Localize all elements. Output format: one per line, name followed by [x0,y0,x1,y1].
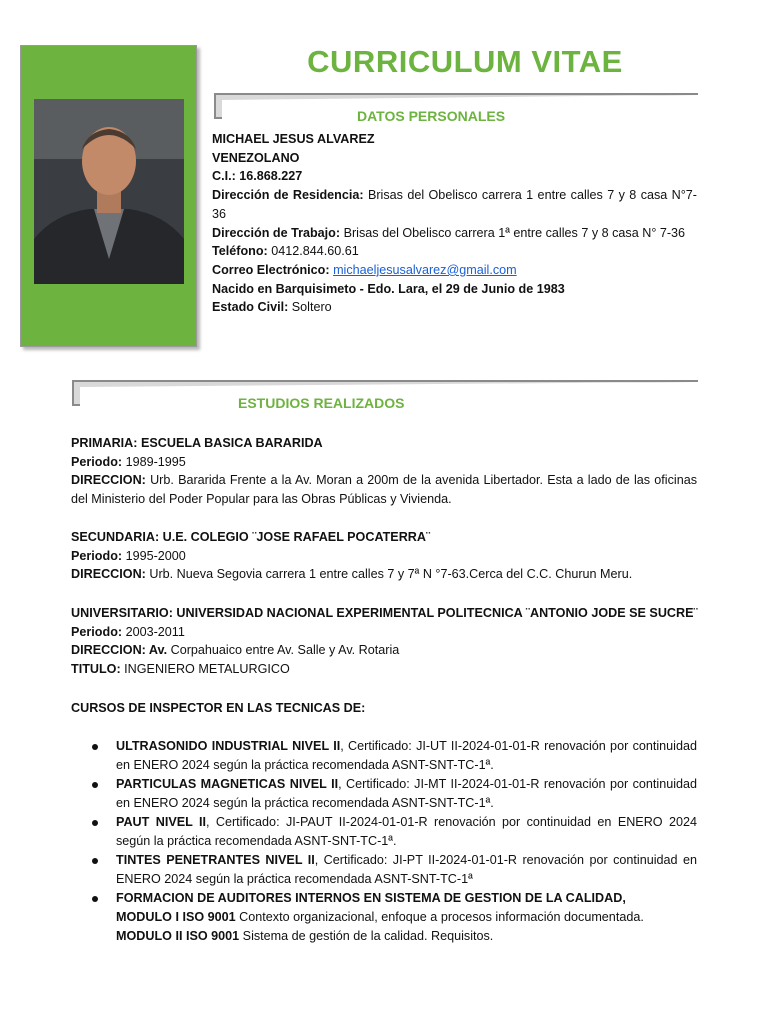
name: MICHAEL JESUS ALVAREZ [212,132,375,146]
module-1-label: MODULO I ISO 9001 [116,910,236,924]
formation-title: FORMACION DE AUDITORES INTERNOS EN SISTEMA DE GESTION DE LA CALIDAD, [116,891,626,905]
secondary-address: Urb. Nueva Segovia carrera 1 entre calles 7 y 7ª N °7-63.Cerca del C.C. Churun Meru. [149,567,633,582]
photo-frame [20,45,197,347]
course-name: PAUT NIVEL II [116,815,206,829]
university-period-label: Periodo: [71,624,123,639]
studies-heading: ESTUDIOS REALIZADOS [238,395,405,411]
phone-value: 0412.844.60.61 [271,244,359,259]
email-link[interactable]: michaeljesusalvarez@gmail.com [333,262,517,277]
university-address: Corpahuaico entre Av. Salle y Av. Rotaria [170,643,400,658]
phone-label: Teléfono: [212,244,268,259]
secondary-period-label: Periodo: [71,548,123,563]
bullet-icon [92,820,98,826]
course-detail: , Certificado: JI-UT II-2024-01-01-R renovación por continuidad en ENERO 2024 según la práctica recomendada ASNT-SNT-TC-1ª. [116,739,697,772]
primary-address-label: DIRECCION: [71,473,146,488]
personal-data [212,130,697,317]
bullet-icon [92,858,98,864]
secondary-period: 1995-2000 [125,548,186,563]
nationality: VENEZOLANO [212,150,300,165]
courses-list [92,737,697,946]
list-item [92,889,697,946]
course-detail: , Certificado: JI-PAUT II-2024-01-01-R renovación por continuidad en ENERO 2024 según la práctica recomendada ASNT-SNT-TC-1ª. [116,815,698,848]
profile-photo [34,99,184,284]
list-item [92,813,697,851]
primary-address: Urb. Bararida Frente a la Av. Moran a 200m de la avenida Libertador. Esta a lado de las oficinas del Ministerio del Poder Popular para las Obras Públicas y Vivienda. [71,473,697,507]
degree-label: TITULO: [71,662,121,677]
module-1-text: Contexto organizacional, enfoque a procesos información documentada. [239,910,644,924]
list-item [92,737,697,775]
email-label: Correo Electrónico: [212,262,330,277]
secondary-education [71,528,697,584]
primary-period: 1989-1995 [125,454,186,469]
university-education [71,604,711,679]
secondary-address-label: DIRECCION: [71,567,146,582]
ci-number: C.I.: 16.868.227 [212,169,303,184]
bullet-icon [92,896,98,902]
primary-period-label: Periodo: [71,454,123,469]
work-label: Dirección de Trabajo: [212,225,341,240]
secondary-title: SECUNDARIA: U.E. COLEGIO ¨JOSE RAFAEL POCATERRA¨ [71,530,431,544]
birth-info: Nacido en Barquisimeto - Edo. Lara, el 29 de Junio de 1983 [212,281,565,296]
personal-heading: DATOS PERSONALES [357,108,506,124]
page-title: CURRICULUM VITAE [307,44,623,79]
course-name: ULTRASONIDO INDUSTRIAL NIVEL II [116,739,341,753]
module-2-text: Sistema de gestión de la calidad. Requisitos. [242,929,494,943]
bullet-icon [92,782,98,788]
university-period: 2003-2011 [125,624,185,639]
course-name: PARTICULAS MAGNETICAS NIVEL II [116,777,339,791]
residence-label: Dirección de Residencia: [212,188,364,203]
course-detail: , Certificado: JI-MT II-2024-01-01-R renovación por continuidad en ENERO 2024 según la práctica recomendada ASNT-SNT-TC-1ª. [116,777,698,810]
residence-value: Brisas del Obelisco carrera 1 entre calles 7 y 8 casa N°7-36 [212,188,698,221]
module-2-label: MODULO II ISO 9001 [116,929,240,943]
university-address-label: DIRECCION: Av. [71,643,168,658]
courses-heading-text: CURSOS DE INSPECTOR EN LAS TECNICAS DE: [71,701,366,715]
list-item [92,775,697,813]
list-item [92,851,697,889]
courses-heading [71,699,365,718]
primary-title: PRIMARIA: ESCUELA BASICA BARARIDA [71,436,323,450]
civil-label: Estado Civil: [212,300,289,315]
course-detail: , Certificado: JI-PT II-2024-01-01-R renovación por continuidad en ENERO 2024 según la práctica recomendada ASNT-SNT-TC-1ª [116,853,697,886]
work-value: Brisas del Obelisco carrera 1ª entre calles 7 y 8 casa N° 7-36 [343,225,686,240]
degree-value: INGENIERO METALURGICO [124,662,290,677]
bullet-icon [92,744,98,750]
university-title: UNIVERSITARIO: UNIVERSIDAD NACIONAL EXPERIMENTAL POLITECNICA ¨ANTONIO JODE SE SUCRE¨ [71,606,698,620]
primary-education [71,434,697,509]
course-name: TINTES PENETRANTES NIVEL II [116,853,315,867]
civil-value: Soltero [291,300,332,315]
